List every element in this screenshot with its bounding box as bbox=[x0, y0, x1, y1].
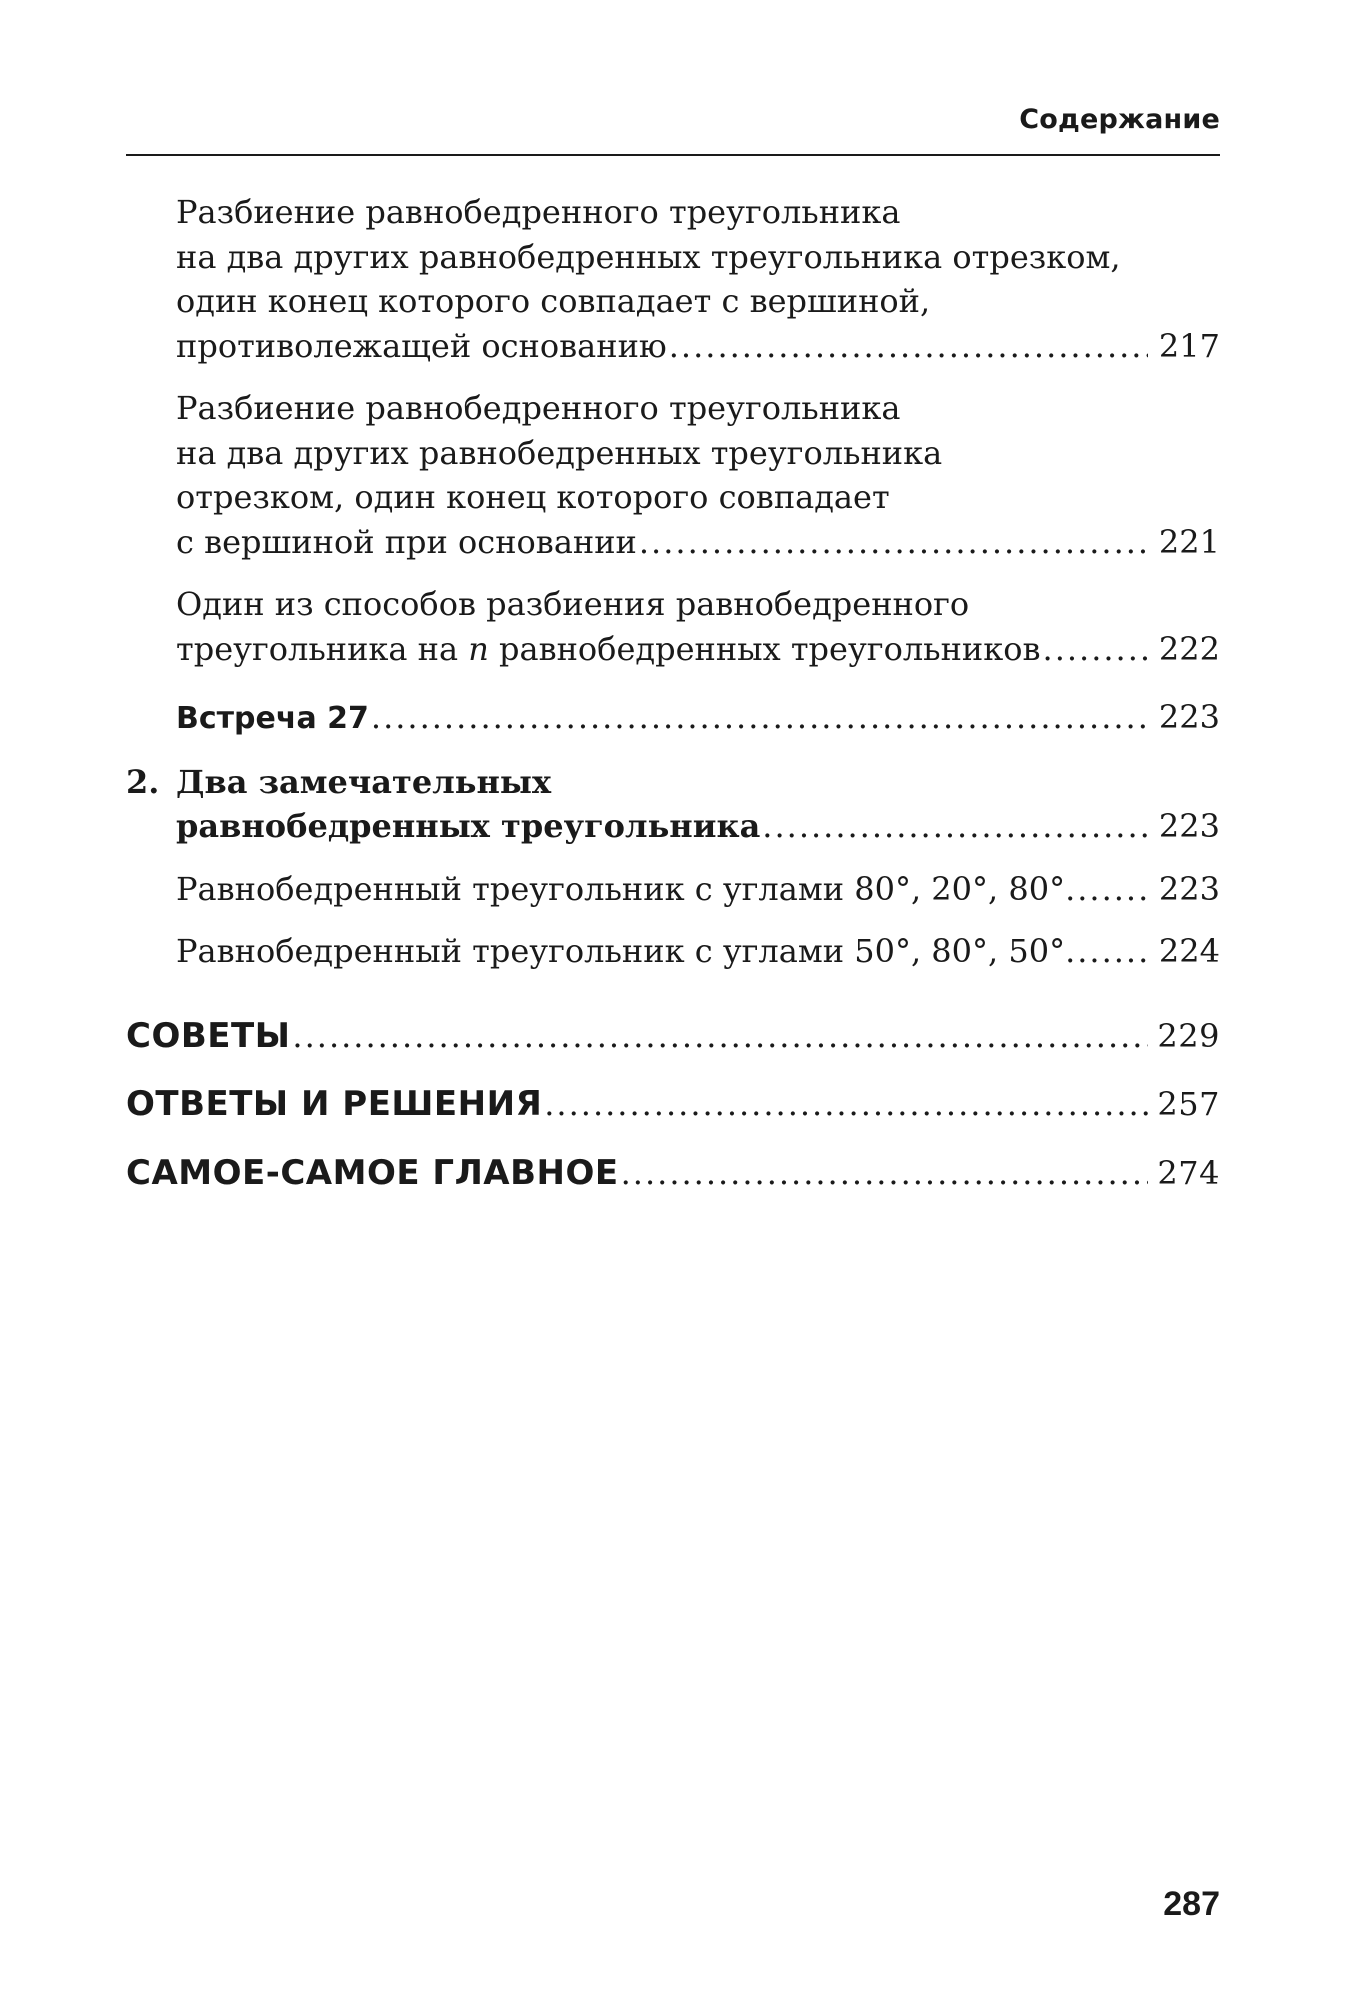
toc-entry-title: Встреча 27 bbox=[176, 701, 369, 736]
leader-dots bbox=[621, 1151, 1148, 1196]
toc-entry-line: Разбиение равнобедренного треугольника bbox=[176, 389, 901, 427]
toc-entry-line: Два замечательных bbox=[176, 762, 552, 801]
toc-entry-line: на два других равнобедренных треугольника отрезком, bbox=[176, 237, 1121, 276]
toc-entry-line: один конец которого совпадает с вершиной, bbox=[176, 282, 931, 320]
toc-entry-split-base[interactable] bbox=[126, 386, 1220, 564]
toc-page-number: 222 bbox=[1158, 629, 1220, 668]
toc-entry-line: противолежащей основанию bbox=[176, 326, 667, 365]
toc-entry-title: САМОЕ-САМОЕ ГЛАВНОЕ bbox=[126, 1152, 619, 1193]
leader-dots bbox=[1077, 867, 1148, 912]
toc-entry-angles-50-80-50[interactable] bbox=[126, 929, 1220, 974]
leader-dots bbox=[544, 1082, 1148, 1127]
toc-entry-title: СОВЕТЫ bbox=[126, 1015, 291, 1056]
toc-page-number: 274 bbox=[1157, 1153, 1220, 1192]
toc-entry-line: Разбиение равнобедренного треугольника bbox=[176, 193, 901, 231]
toc-page-number: 229 bbox=[1157, 1016, 1220, 1055]
toc-entry-tips[interactable] bbox=[126, 1014, 1220, 1059]
toc-entry-line: отрезком, один конец которого совпадает bbox=[176, 478, 890, 516]
toc-entry-title: Равнобедренный треугольник с углами 80°, 20°, 80°. bbox=[176, 869, 1076, 908]
toc-page-number: 221 bbox=[1158, 522, 1220, 561]
toc-page-number: 257 bbox=[1157, 1085, 1220, 1123]
section-number: 2. bbox=[126, 762, 160, 801]
leader-dots bbox=[639, 520, 1148, 565]
toc-entry-line: равнобедренных треугольника bbox=[176, 807, 761, 845]
toc-entry-title: Равнобедренный треугольник с углами 50°, 80°, 50°. bbox=[176, 932, 1076, 970]
running-title: Содержание bbox=[1019, 104, 1220, 135]
toc-entry-split-apex[interactable] bbox=[126, 190, 1220, 368]
toc-entry-answers[interactable] bbox=[126, 1082, 1220, 1127]
math-variable: n bbox=[468, 629, 489, 668]
toc-entry-line: с вершиной при основании bbox=[176, 522, 637, 561]
leader-dots bbox=[762, 804, 1148, 849]
leader-dots bbox=[1077, 929, 1148, 974]
toc-page-number: 217 bbox=[1158, 326, 1220, 365]
leader-dots bbox=[292, 1014, 1148, 1059]
leader-dots bbox=[1043, 627, 1148, 672]
toc-entry-two-triangles[interactable] bbox=[126, 760, 1220, 849]
toc-entry-most-important[interactable] bbox=[126, 1151, 1220, 1196]
toc-entry-line: на два других равнобедренных треугольника bbox=[176, 433, 943, 472]
page-number: 287 bbox=[1163, 1885, 1220, 1923]
toc-page-number: 223 bbox=[1158, 698, 1220, 736]
toc-entry-angles-80-20-80[interactable] bbox=[126, 867, 1220, 912]
toc-entry-title: ОТВЕТЫ И РЕШЕНИЯ bbox=[126, 1084, 543, 1124]
toc-entry-line: Один из способов разбиения равнобедренного bbox=[176, 585, 970, 623]
toc-entry-split-n[interactable] bbox=[126, 582, 1220, 671]
header-rule bbox=[126, 154, 1220, 156]
toc-entry-meeting-27[interactable] bbox=[126, 695, 1220, 742]
toc-page-number: 224 bbox=[1158, 932, 1220, 970]
table-of-contents bbox=[126, 190, 1220, 1195]
leader-dots bbox=[371, 695, 1148, 740]
toc-page-number: 223 bbox=[1158, 807, 1220, 845]
leader-dots bbox=[669, 324, 1148, 369]
toc-page-number: 223 bbox=[1158, 869, 1220, 908]
toc-entry-line: треугольника на n равнобедренных треугольников bbox=[176, 629, 1041, 668]
